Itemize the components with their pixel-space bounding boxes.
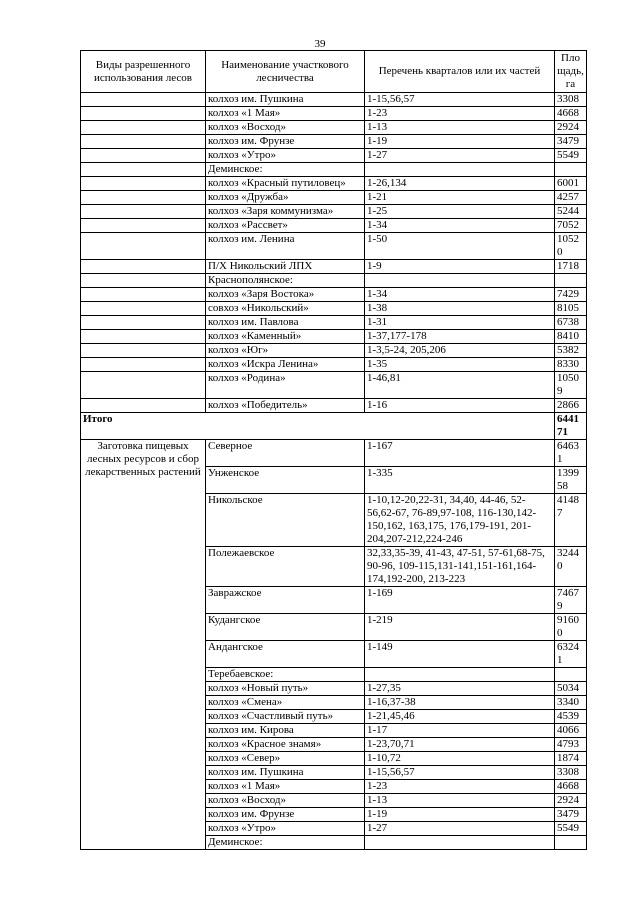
table-row — [81, 233, 587, 260]
table-row — [81, 440, 587, 467]
quarters-cell: 1-35 — [365, 358, 555, 372]
forestry-cell: Деминское: — [206, 163, 365, 177]
table-row — [81, 358, 587, 372]
header-quarters: Перечень кварталов или их частей — [365, 51, 555, 93]
area-cell: 6738 — [555, 316, 587, 330]
forestry-cell: Полежаевское — [206, 547, 365, 587]
use-cell-empty — [81, 344, 206, 358]
quarters-cell: 1-15,56,57 — [365, 93, 555, 107]
section-1-body — [81, 93, 587, 413]
forestry-cell: колхоз «Красный путиловец» — [206, 177, 365, 191]
quarters-cell — [365, 274, 555, 288]
use-cell-empty — [81, 233, 206, 260]
use-cell-empty — [81, 177, 206, 191]
area-cell: 74679 — [555, 587, 587, 614]
quarters-cell: 1-19 — [365, 135, 555, 149]
quarters-cell: 1-37,177-178 — [365, 330, 555, 344]
quarters-cell: 1-335 — [365, 467, 555, 494]
quarters-cell: 1-10,72 — [365, 752, 555, 766]
forestry-cell: колхоз «Родина» — [206, 372, 365, 399]
quarters-cell: 1-16 — [365, 399, 555, 413]
quarters-cell: 1-31 — [365, 316, 555, 330]
area-cell: 139958 — [555, 467, 587, 494]
forestry-cell: колхоз им. Пушкина — [206, 93, 365, 107]
area-cell: 3308 — [555, 93, 587, 107]
forestry-cell: Андангское — [206, 641, 365, 668]
area-cell: 91600 — [555, 614, 587, 641]
area-cell: 8410 — [555, 330, 587, 344]
use-cell-empty — [81, 205, 206, 219]
total-label: Итого — [81, 413, 555, 440]
use-cell-empty — [81, 163, 206, 177]
forestry-cell: колхоз им. Пушкина — [206, 766, 365, 780]
forest-use-table — [80, 50, 587, 850]
quarters-cell: 1-3,5-24, 205,206 — [365, 344, 555, 358]
quarters-cell: 1-25 — [365, 205, 555, 219]
area-cell: 4668 — [555, 780, 587, 794]
use-cell-empty — [81, 219, 206, 233]
table-row — [81, 135, 587, 149]
forestry-cell: колхоз «Искра Ленина» — [206, 358, 365, 372]
quarters-cell: 1-46,81 — [365, 372, 555, 399]
quarters-cell: 1-219 — [365, 614, 555, 641]
forestry-cell: колхоз «Заря Востока» — [206, 288, 365, 302]
forestry-cell: Деминское: — [206, 836, 365, 850]
area-cell: 6001 — [555, 177, 587, 191]
area-cell: 8330 — [555, 358, 587, 372]
total-body — [81, 413, 587, 440]
use-cell-empty — [81, 149, 206, 163]
area-cell: 5382 — [555, 344, 587, 358]
forestry-cell: колхоз «Восход» — [206, 121, 365, 135]
forestry-cell: колхоз «Север» — [206, 752, 365, 766]
forestry-cell: колхоз «Утро» — [206, 149, 365, 163]
table-row — [81, 149, 587, 163]
quarters-cell: 1-149 — [365, 641, 555, 668]
table-row — [81, 121, 587, 135]
use-cell-empty — [81, 121, 206, 135]
quarters-cell — [365, 163, 555, 177]
table-row — [81, 177, 587, 191]
forestry-cell: колхоз «Новый путь» — [206, 682, 365, 696]
table-row — [81, 219, 587, 233]
area-cell — [555, 163, 587, 177]
quarters-cell: 1-19 — [365, 808, 555, 822]
quarters-cell: 1-23 — [365, 780, 555, 794]
use-cell-empty — [81, 399, 206, 413]
forestry-cell: колхоз «Дружба» — [206, 191, 365, 205]
forestry-cell: колхоз «Юг» — [206, 344, 365, 358]
forestry-cell: Унженское — [206, 467, 365, 494]
forestry-cell: Завражское — [206, 587, 365, 614]
forestry-cell: Северное — [206, 440, 365, 467]
forestry-cell: П/Х Никольский ЛПХ — [206, 260, 365, 274]
table-row — [81, 330, 587, 344]
quarters-cell: 1-21,45,46 — [365, 710, 555, 724]
area-cell: 64631 — [555, 440, 587, 467]
table-row — [81, 163, 587, 177]
area-cell: 10509 — [555, 372, 587, 399]
area-cell: 2866 — [555, 399, 587, 413]
area-cell: 32440 — [555, 547, 587, 587]
area-cell: 3479 — [555, 808, 587, 822]
area-cell: 8105 — [555, 302, 587, 316]
area-cell: 2924 — [555, 794, 587, 808]
area-cell: 10520 — [555, 233, 587, 260]
forestry-cell: колхоз «Рассвет» — [206, 219, 365, 233]
quarters-cell: 32,33,35-39, 41-43, 47-51, 57-61,68-75, 90-96, 109-115,131-141,151-161,164-174,192-200, 213-223 — [365, 547, 555, 587]
table-row — [81, 302, 587, 316]
page-number: 39 — [314, 38, 326, 50]
table-row — [81, 260, 587, 274]
area-cell: 5244 — [555, 205, 587, 219]
area-cell — [555, 836, 587, 850]
forestry-cell: колхоз «1 Мая» — [206, 780, 365, 794]
area-cell — [555, 274, 587, 288]
area-cell: 1718 — [555, 260, 587, 274]
quarters-cell: 1-23 — [365, 107, 555, 121]
header-use: Виды разрешенного использования лесов — [81, 51, 206, 93]
area-cell: 7429 — [555, 288, 587, 302]
header-area: Площадь, га — [555, 51, 587, 93]
area-cell: 4066 — [555, 724, 587, 738]
use-cell-empty — [81, 302, 206, 316]
forestry-cell: колхоз «Красное знамя» — [206, 738, 365, 752]
area-cell: 4668 — [555, 107, 587, 121]
quarters-cell: 1-27,35 — [365, 682, 555, 696]
quarters-cell: 1-50 — [365, 233, 555, 260]
quarters-cell — [365, 836, 555, 850]
area-cell: 2924 — [555, 121, 587, 135]
forestry-cell: колхоз «Смена» — [206, 696, 365, 710]
forestry-cell: Кудангское — [206, 614, 365, 641]
quarters-cell: 1-16,37-38 — [365, 696, 555, 710]
table-row — [81, 372, 587, 399]
use-cell-empty — [81, 288, 206, 302]
area-cell: 41487 — [555, 494, 587, 547]
quarters-cell: 1-38 — [365, 302, 555, 316]
quarters-cell: 1-167 — [365, 440, 555, 467]
table-row — [81, 316, 587, 330]
area-cell: 63241 — [555, 641, 587, 668]
area-cell: 4257 — [555, 191, 587, 205]
use-cell-empty — [81, 330, 206, 344]
quarters-cell: 1-21 — [365, 191, 555, 205]
quarters-cell: 1-9 — [365, 260, 555, 274]
table-row — [81, 191, 587, 205]
area-cell: 3479 — [555, 135, 587, 149]
quarters-cell: 1-34 — [365, 288, 555, 302]
quarters-cell: 1-27 — [365, 822, 555, 836]
forestry-cell: колхоз «Заря коммунизма» — [206, 205, 365, 219]
forestry-cell: колхоз им. Кирова — [206, 724, 365, 738]
forestry-cell: колхоз им. Павлова — [206, 316, 365, 330]
quarters-cell: 1-27 — [365, 149, 555, 163]
forestry-cell: совхоз «Никольский» — [206, 302, 365, 316]
use-cell-empty — [81, 93, 206, 107]
forestry-cell: Никольское — [206, 494, 365, 547]
area-cell: 3308 — [555, 766, 587, 780]
forestry-cell: колхоз им. Фрунзе — [206, 135, 365, 149]
area-cell: 5034 — [555, 682, 587, 696]
forestry-cell: Краснополянское: — [206, 274, 365, 288]
total-area: 644171 — [555, 413, 587, 440]
area-cell: 4539 — [555, 710, 587, 724]
table-header — [81, 51, 587, 93]
header-forestry: Наименование участкового лесничества — [206, 51, 365, 93]
use-cell-empty — [81, 316, 206, 330]
use-cell-empty — [81, 260, 206, 274]
quarters-cell: 1-17 — [365, 724, 555, 738]
use-type-cell: Заготовка пищевых лесных ресурсов и сбор лекарственных растений — [81, 440, 206, 850]
table-row — [81, 274, 587, 288]
table-row — [81, 399, 587, 413]
area-cell: 7052 — [555, 219, 587, 233]
forestry-cell: колхоз «Счастливый путь» — [206, 710, 365, 724]
area-cell: 3340 — [555, 696, 587, 710]
use-cell-empty — [81, 107, 206, 121]
forestry-cell: колхоз «Утро» — [206, 822, 365, 836]
forestry-cell: колхоз им. Ленина — [206, 233, 365, 260]
quarters-cell: 1-13 — [365, 794, 555, 808]
total-row — [81, 413, 587, 440]
quarters-cell: 1-169 — [365, 587, 555, 614]
area-cell — [555, 668, 587, 682]
forestry-cell: колхоз «Восход» — [206, 794, 365, 808]
quarters-cell: 1-34 — [365, 219, 555, 233]
table-row — [81, 93, 587, 107]
table-row — [81, 205, 587, 219]
quarters-cell — [365, 668, 555, 682]
area-cell: 1874 — [555, 752, 587, 766]
table-row — [81, 107, 587, 121]
forestry-cell: колхоз «1 Мая» — [206, 107, 365, 121]
use-cell-empty — [81, 191, 206, 205]
area-cell: 5549 — [555, 822, 587, 836]
use-cell-empty — [81, 135, 206, 149]
forestry-cell: колхоз «Победитель» — [206, 399, 365, 413]
forestry-cell: колхоз им. Фрунзе — [206, 808, 365, 822]
area-cell: 5549 — [555, 149, 587, 163]
use-cell-empty — [81, 358, 206, 372]
quarters-cell: 1-26,134 — [365, 177, 555, 191]
use-cell-empty — [81, 274, 206, 288]
forestry-cell: Теребаевское: — [206, 668, 365, 682]
table-row — [81, 344, 587, 358]
quarters-cell: 1-15,56,57 — [365, 766, 555, 780]
use-cell-empty — [81, 372, 206, 399]
section-2-body — [81, 440, 587, 850]
table-row — [81, 288, 587, 302]
quarters-cell: 1-23,70,71 — [365, 738, 555, 752]
forestry-cell: колхоз «Каменный» — [206, 330, 365, 344]
quarters-cell: 1-10,12-20,22-31, 34,40, 44-46, 52-56,62-67, 76-89,97-108, 116-130,142-150,162, 163,175, 176,179-191, 201-204,207-212,224-246 — [365, 494, 555, 547]
area-cell: 4793 — [555, 738, 587, 752]
quarters-cell: 1-13 — [365, 121, 555, 135]
